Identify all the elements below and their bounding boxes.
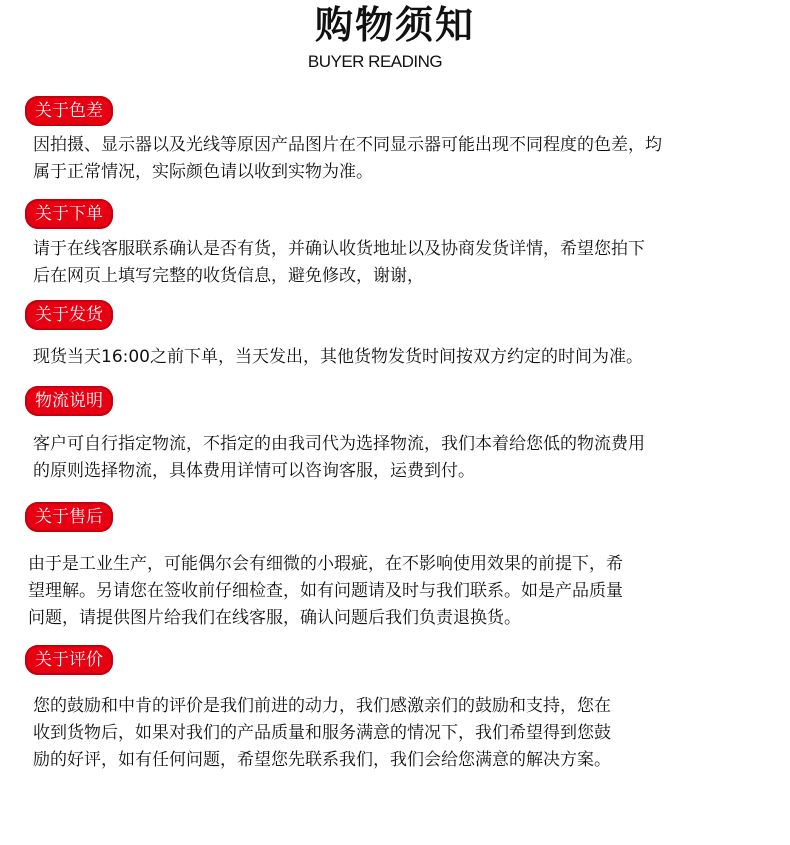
section-badge-after-sales: 关于售后 [25,502,113,532]
page-subtitle: BUYER READING [307,52,443,71]
text-line: 的原则选择物流，具体费用详情可以咨询客服，运费到付。 [33,461,475,481]
section-badge-shipping: 关于发货 [25,300,113,330]
text-line: 属于正常情况，实际颜色请以收到实物为准。 [33,162,373,182]
section-badge-logistics: 物流说明 [25,386,113,416]
section-badge-reviews: 关于评价 [25,645,113,675]
section-badge-color-difference: 关于色差 [25,96,113,126]
section-text-reviews [33,693,611,774]
text-line: 问题，请提供图片给我们在线客服，确认问题后我们负责退换货。 [28,608,521,628]
text-line: 请于在线客服联系确认是否有货，并确认收货地址以及协商发货详情，希望您拍下 [33,239,645,259]
text-line: 您的鼓励和中肯的评价是我们前进的动力，我们感激亲们的鼓励和支持，您在 [33,696,611,716]
section-text-shipping [33,344,643,371]
section-badge-ordering: 关于下单 [25,199,113,229]
text-line: 望理解。另请您在签收前仔细检查，如有问题请及时与我们联系。如是产品质量 [28,581,623,601]
section-text-logistics [33,431,645,485]
text-line: 客户可自行指定物流，不指定的由我司代为选择物流，我们本着给您低的物流费用 [33,434,645,454]
section-text-color-difference [33,132,662,186]
text-line: 收到货物后，如果对我们的产品质量和服务满意的情况下，我们希望得到您鼓 [33,723,611,743]
text-line: 后在网页上填写完整的收货信息，避免修改，谢谢， [33,266,424,286]
text-line: 励的好评，如有任何问题，希望您先联系我们，我们会给您满意的解决方案。 [33,750,611,770]
text-line: 由于是工业生产，可能偶尔会有细微的小瑕疵，在不影响使用效果的前提下，希 [28,554,623,574]
text-line: 因拍摄、显示器以及光线等原因产品图片在不同显示器可能出现不同程度的色差，均 [33,135,662,155]
section-text-ordering [33,236,645,290]
section-text-after-sales [28,551,623,632]
page-title: 购物须知 [314,3,475,47]
text-line: 现货当天16:00之前下单，当天发出，其他货物发货时间按双方约定的时间为准。 [33,347,643,367]
